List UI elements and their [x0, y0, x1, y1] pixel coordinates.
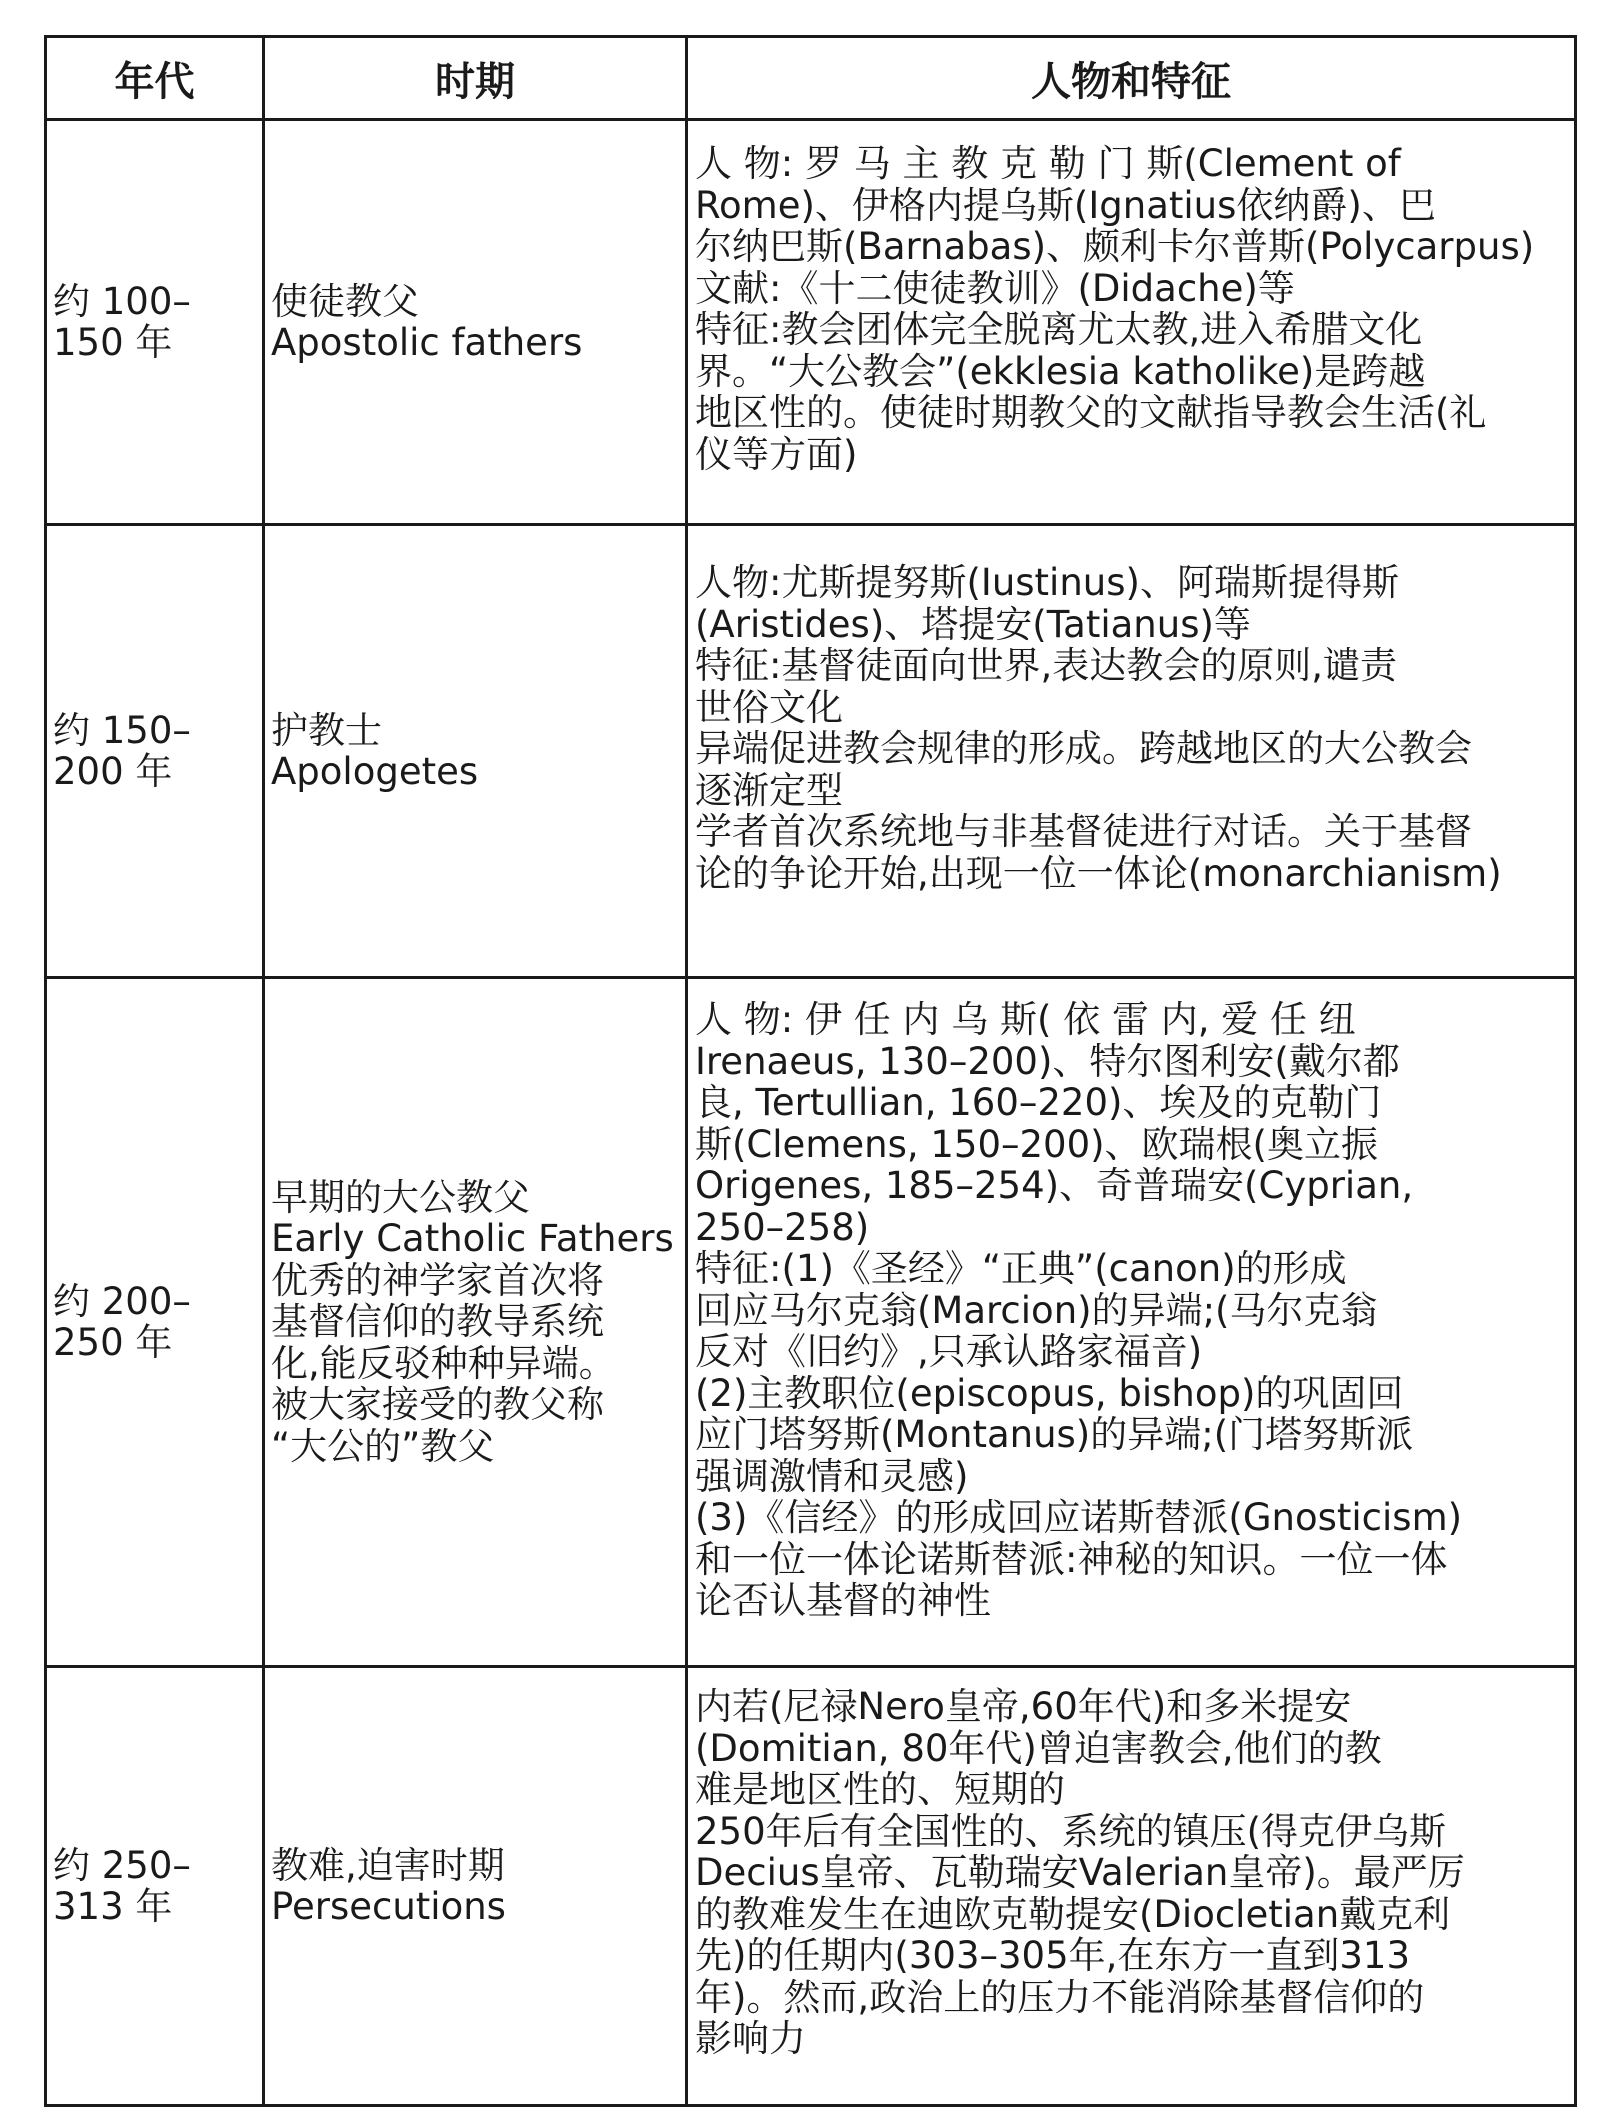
period-line: 早期的大公教父: [271, 1175, 530, 1219]
detail-line: 内若(尼禄Nero皇帝,60年代)和多米提安: [695, 1685, 1352, 1728]
period-line: 基督信仰的教导系统: [271, 1300, 604, 1344]
detail-line: 人 物: 伊 任 内 乌 斯( 依 雷 内, 爱 任 纽: [695, 998, 1356, 1041]
detail-line: (2)主教职位(episcopus, bishop)的巩固回: [695, 1371, 1404, 1415]
detail-line: 文献:《十二使徒教训》(Didache)等: [695, 266, 1295, 310]
period-line: 教难,迫害时期: [271, 1843, 505, 1887]
period-cell: [264, 120, 687, 525]
detail-line: Rome)、伊格内提乌斯(Ignatius依纳爵)、巴: [695, 183, 1436, 227]
period-cell: [264, 525, 687, 978]
church-history-table: [44, 35, 1577, 2107]
detail-line: 的教难发生在迪欧克勒提安(Diocletian戴克利: [695, 1892, 1451, 1936]
detail-line: 和一位一体论诺斯替派:神秘的知识。一位一体: [695, 1537, 1448, 1581]
period-line: 被大家接受的教父称: [271, 1383, 604, 1427]
detail-cell: [687, 120, 1576, 525]
detail-line: 世俗文化: [695, 685, 843, 729]
detail-line: 特征:教会团体完全脱离尤太教,进入希腊文化: [695, 308, 1423, 351]
detail-line: 强调激情和灵感): [695, 1454, 969, 1498]
detail-line: 250年后有全国性的、系统的镇压(得克伊乌斯: [695, 1809, 1447, 1853]
detail-line: 特征:(1)《圣经》“正典”(canon)的形成: [695, 1247, 1347, 1290]
period-line: Apostolic fathers: [271, 321, 583, 364]
table-row: [46, 120, 1576, 525]
era-cell: [46, 978, 264, 1667]
era-line: 约 250–: [53, 1843, 191, 1887]
detail-line: 论否认基督的神性: [695, 1579, 991, 1622]
detail-line: Origenes, 185–254)、奇普瑞安(Cyprian,: [695, 1164, 1414, 1207]
detail-line: 特征:基督徒面向世界,表达教会的原则,谴责: [695, 644, 1397, 687]
detail-line: (Domitian, 80年代)曾迫害教会,他们的教: [695, 1726, 1382, 1770]
detail-line: 反对《旧约》,只承认路家福音): [695, 1330, 1203, 1373]
era-line: 约 150–: [53, 708, 191, 752]
header-row: [46, 37, 1576, 120]
detail-line: Irenaeus, 130–200)、特尔图利安(戴尔都: [695, 1039, 1400, 1083]
detail-cell: [687, 525, 1576, 978]
table-row: [46, 1667, 1576, 2106]
detail-line: 先)的任期内(303–305年,在东方一直到313: [695, 1934, 1410, 1977]
detail-line: Decius皇帝、瓦勒瑞安Valerian皇帝)。最严厉: [695, 1851, 1465, 1894]
detail-line: 仪等方面): [695, 432, 858, 476]
detail-line: 学者首次系统地与非基督徒进行对话。关于基督: [695, 810, 1472, 853]
detail-cell: [687, 978, 1576, 1667]
detail-line: 年)。然而,政治上的压力不能消除基督信仰的: [695, 1975, 1425, 2019]
detail-line: 界。“大公教会”(ekklesia katholike)是跨越: [695, 349, 1426, 393]
detail-line: (Aristides)、塔提安(Tatianus)等: [695, 602, 1251, 646]
detail-line: 异端促进教会规律的形成。跨越地区的大公教会: [695, 727, 1472, 770]
church-history-table-wrapper: [44, 35, 1574, 2107]
period-line: Persecutions: [271, 1885, 506, 1928]
detail-line: 尔纳巴斯(Barnabas)、颇利卡尔普斯(Polycarpus): [695, 225, 1535, 268]
detail-line: 地区性的。使徒时期教父的文献指导教会生活(礼: [695, 391, 1487, 434]
header-period: 时期: [264, 37, 687, 120]
period-line: 护教士: [271, 708, 382, 752]
detail-line: 难是地区性的、短期的: [695, 1768, 1065, 1811]
period-line: Early Catholic Fathers: [271, 1217, 674, 1261]
period-line: 优秀的神学家首次将: [271, 1258, 604, 1302]
period-line: 使徒教父: [271, 279, 419, 323]
era-cell: [46, 525, 264, 978]
detail-line: 逐渐定型: [695, 768, 843, 812]
detail-line: 回应马尔克翁(Marcion)的异端;(马尔克翁: [695, 1288, 1378, 1332]
period-line: Apologetes: [271, 750, 479, 793]
period-cell: [264, 978, 687, 1667]
detail-line: 影响力: [695, 2017, 806, 2060]
detail-line: 250–258): [695, 1205, 870, 1249]
period-cell: [264, 1667, 687, 2106]
era-line: 200 年: [53, 750, 173, 793]
detail-line: 良, Tertullian, 160–220)、埃及的克勒门: [695, 1081, 1382, 1124]
era-cell: [46, 120, 264, 525]
detail-line: 论的争论开始,出现一位一体论(monarchianism): [695, 851, 1502, 895]
table-row: [46, 978, 1576, 1667]
era-line: 313 年: [53, 1885, 173, 1928]
era-line: 250 年: [53, 1321, 173, 1364]
era-line: 约 100–: [53, 279, 191, 323]
detail-line: 斯(Clemens, 150–200)、欧瑞根(奥立振: [695, 1122, 1378, 1166]
detail-cell: [687, 1667, 1576, 2106]
header-era: 年代: [46, 37, 264, 120]
detail-line: (3)《信经》的形成回应诺斯替派(Gnosticism): [695, 1496, 1463, 1539]
era-cell: [46, 1667, 264, 2106]
period-line: 化,能反驳种种异端。: [271, 1341, 616, 1385]
detail-line: 应门塔努斯(Montanus)的异端;(门塔努斯派: [695, 1413, 1414, 1456]
header-detail: 人物和特征: [687, 37, 1576, 120]
detail-line: 人 物: 罗 马 主 教 克 勒 门 斯(Clement of: [695, 142, 1401, 185]
era-line: 约 200–: [53, 1279, 191, 1323]
detail-line: 人物:尤斯提努斯(Iustinus)、阿瑞斯提得斯: [695, 561, 1399, 604]
period-line: “大公的”教父: [271, 1424, 495, 1468]
table-row: [46, 525, 1576, 978]
era-line: 150 年: [53, 321, 173, 364]
